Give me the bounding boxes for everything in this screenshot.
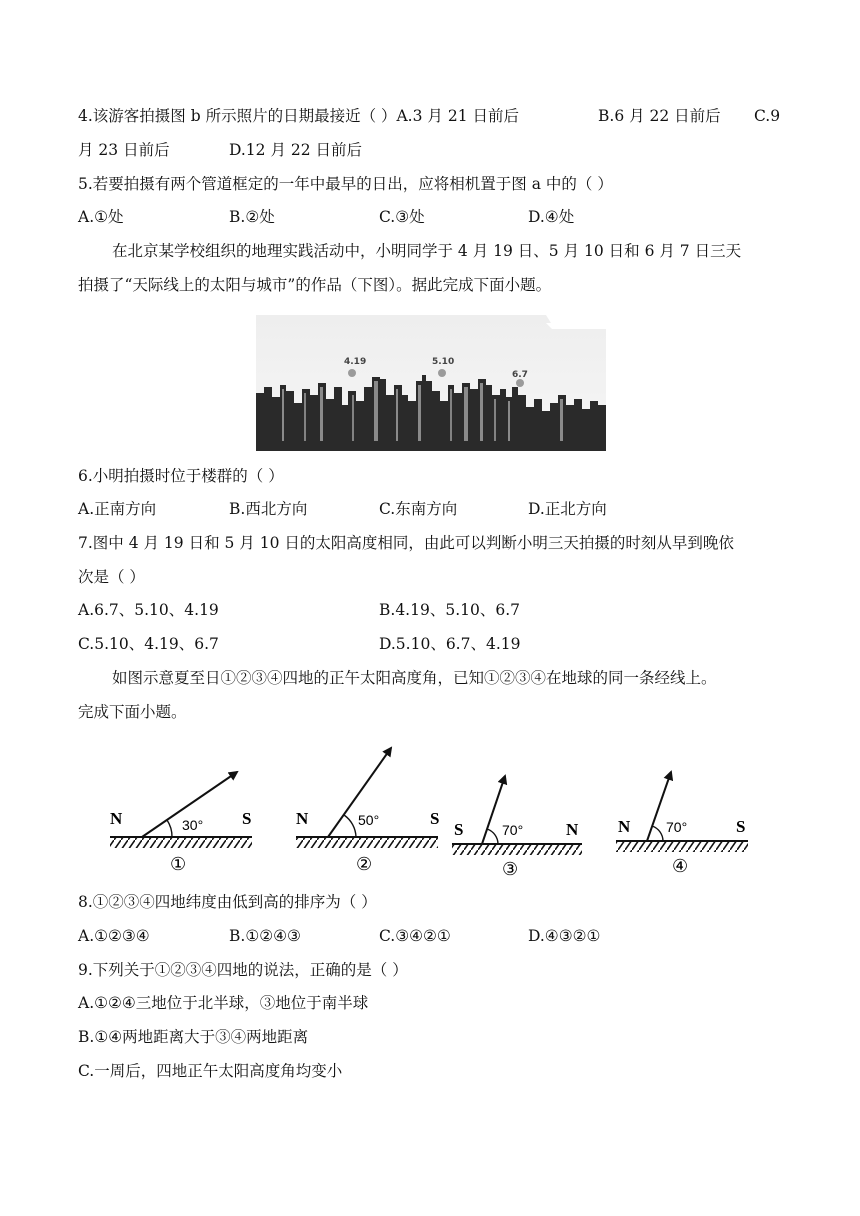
sun-label-0607: 6.7: [512, 370, 528, 380]
q8-option-d: D.④③②①: [528, 927, 601, 945]
sun-label-0510: 5.10: [432, 357, 455, 367]
q4-option-b: B.6 月 22 日前后: [598, 107, 721, 125]
q9-option-a: A.①②④三地位于北半球，③地位于南半球: [78, 994, 369, 1012]
sun-angle-diagram-svg: [100, 740, 760, 880]
panel-3-number: ③: [502, 859, 519, 880]
q5-option-c: C.③处: [379, 208, 425, 226]
passage1-line1: 在北京某学校组织的地理实践活动中，小明同学于 4 月 19 日、5 月 10 日和 6 月 7 日三天: [112, 242, 742, 260]
sun-dot-0607: [516, 379, 524, 387]
sun-angle-diagram: [100, 740, 760, 880]
q6-option-c: C.东南方向: [379, 500, 458, 518]
q5-option-b: B.②处: [229, 208, 275, 226]
skyline-photo-svg: [256, 315, 606, 451]
panel-4: [616, 772, 748, 877]
panel-4-angle: 70°: [666, 819, 688, 835]
sun-label-0419: 4.19: [344, 357, 367, 367]
q5-option-a: A.①处: [78, 208, 124, 226]
panel-3-angle: 70°: [502, 822, 524, 838]
q6-stem: 6.小明拍摄时位于楼群的（ ）: [78, 467, 284, 485]
panel-2: [296, 748, 439, 875]
q6-option-d: D.正北方向: [528, 500, 607, 518]
panel-4-right-label: S: [736, 817, 746, 836]
sun-dot-0510: [438, 369, 446, 377]
panel-3-left-label: S: [454, 820, 464, 839]
q8-option-b: B.①②④③: [229, 927, 301, 945]
q6-option-a: A.正南方向: [78, 500, 157, 518]
panel-1-left-label: N: [110, 809, 123, 828]
q4-line2: 月 23 日前后: [78, 141, 170, 159]
q7-option-d: D.5.10、6.7、4.19: [379, 635, 521, 653]
q7-stem-line1: 7.图中 4 月 19 日和 5 月 10 日的太阳高度相同，由此可以判断小明三天拍摄的时刻从早到晚依: [78, 534, 734, 552]
panel-1-number: ①: [170, 854, 187, 875]
panel-1: [110, 772, 252, 875]
q7-option-c: C.5.10、4.19、6.7: [78, 635, 219, 653]
panel-2-number: ②: [356, 854, 373, 875]
q4-option-d: D.12 月 22 日前后: [229, 141, 363, 159]
panel-2-right-label: S: [430, 809, 440, 828]
passage2-line1: 如图示意夏至日①②③④四地的正午太阳高度角，已知①②③④在地球的同一条经线上。: [112, 669, 717, 687]
q4-line1: 4.该游客拍摄图 b 所示照片的日期最接近（ ）A.3 月 21 日前后: [78, 107, 519, 125]
panel-2-angle: 50°: [358, 812, 380, 828]
q9-option-b: B.①④两地距离大于③④两地距离: [78, 1028, 309, 1046]
q9-stem: 9.下列关于①②③④四地的说法，正确的是（ ）: [78, 961, 408, 979]
passage1-line2: 拍摄了“天际线上的太阳与城市”的作品（下图）。据此完成下面小题。: [78, 276, 552, 294]
panel-1-right-label: S: [242, 809, 252, 828]
panel-2-left-label: N: [296, 809, 309, 828]
panel-3: [452, 776, 582, 880]
q8-option-a: A.①②③④: [78, 927, 150, 945]
panel-4-left-label: N: [618, 817, 631, 836]
passage2-line2: 完成下面小题。: [78, 703, 187, 721]
q9-option-c: C.一周后，四地正午太阳高度角均变小: [78, 1062, 343, 1080]
skyline-photo: [256, 315, 606, 451]
q7-option-b: B.4.19、5.10、6.7: [379, 601, 520, 619]
panel-1-angle: 30°: [182, 817, 204, 833]
sun-dot-0419: [348, 369, 356, 377]
panel-3-right-label: N: [566, 820, 579, 839]
q8-option-c: C.③④②①: [379, 927, 451, 945]
q7-stem-line2: 次是（ ）: [78, 568, 145, 586]
q4-option-c-part1: C.9: [754, 107, 781, 125]
q5-stem: 5.若要拍摄有两个管道框定的一年中最早的日出，应将相机置于图 a 中的（ ）: [78, 175, 613, 193]
q6-option-b: B.西北方向: [229, 500, 308, 518]
panel-4-number: ④: [672, 856, 689, 877]
q5-option-d: D.④处: [528, 208, 575, 226]
q8-stem: 8.①②③④四地纬度由低到高的排序为（ ）: [78, 893, 377, 911]
q7-option-a: A.6.7、5.10、4.19: [78, 601, 219, 619]
